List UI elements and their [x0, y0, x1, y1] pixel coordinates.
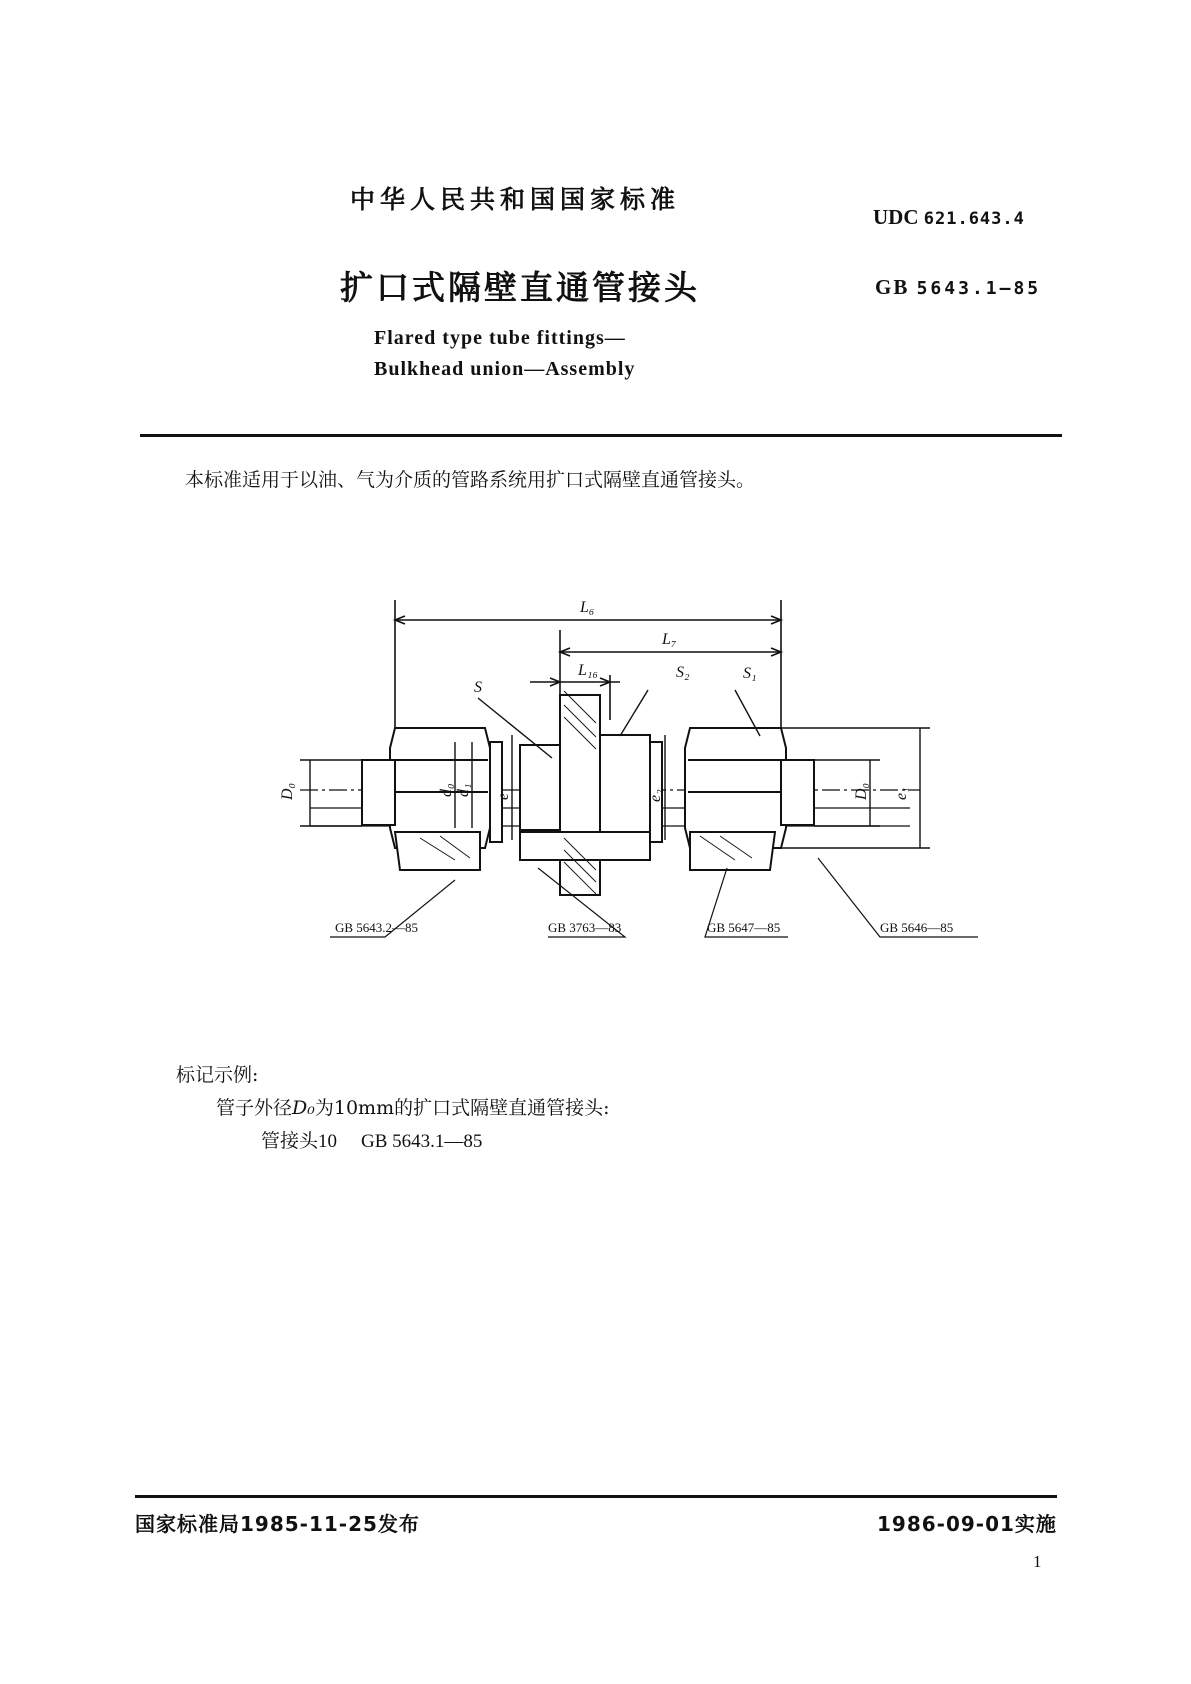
marking-designation — [261, 1126, 506, 1153]
dim-label-L16: L₁₆ — [578, 662, 599, 679]
title-english-line1: Flared type tube fittings— — [374, 327, 626, 349]
marking-example-description — [216, 1093, 610, 1120]
designation-name: 管接头10 — [261, 1131, 338, 1152]
ref-gb-5646: GB 5646—85 — [880, 920, 954, 935]
example-suffix: 为10mm的扩口式隔壁直通管接头: — [314, 1097, 610, 1119]
title-chinese: 扩口式隔壁直通管接头 — [340, 268, 700, 307]
dim-label-S2: S₂ — [676, 664, 690, 681]
gb-number: 5643.1—85 — [916, 278, 1042, 299]
dim-label-e: e — [495, 792, 512, 800]
example-prefix: 管子外径 — [216, 1097, 293, 1119]
dim-label-L7: L₇ — [662, 631, 677, 648]
dim-label-e1: e₁ — [893, 787, 910, 800]
dim-label-D0-left: D₀ — [279, 782, 296, 800]
dim-label-d1: d₁ — [455, 783, 472, 797]
issue-date: 国家标准局1985-11-25发布 — [135, 1512, 420, 1536]
udc-number: 621.643.4 — [923, 209, 1025, 229]
ref-gb-3763: GB 3763—83 — [548, 920, 622, 935]
title-english-line2: Bulkhead union—Assembly — [374, 358, 636, 380]
dim-label-L6: L₆ — [580, 599, 595, 616]
dim-label-e2: e₂ — [647, 789, 664, 802]
effective-date: 1986-09-01实施 — [877, 1512, 1057, 1536]
gb-label: GB — [875, 275, 910, 299]
page-number: 1 — [1033, 1552, 1042, 1571]
ref-gb-5643-2: GB 5643.2—85 — [335, 920, 419, 935]
dim-label-d0: d₀ — [438, 783, 455, 797]
footer-divider — [135, 1495, 1057, 1498]
dim-label-S1: S₁ — [743, 665, 757, 682]
dim-label-S: S — [474, 679, 482, 696]
udc-label: UDC — [873, 205, 919, 229]
ref-gb-5647: GB 5647—85 — [707, 920, 781, 935]
national-standard-heading: 中华人民共和国国家标准 — [350, 185, 681, 214]
example-symbol: D₀ — [292, 1097, 315, 1119]
marking-example-label: 标记示例: — [176, 1064, 259, 1086]
scope-paragraph: 本标准适用于以油、气为介质的管路系统用扩口式隔壁直通管接头。 — [185, 469, 756, 491]
designation-code: GB 5643.1—85 — [361, 1131, 483, 1152]
dim-label-D0-right: D₀ — [853, 782, 870, 800]
